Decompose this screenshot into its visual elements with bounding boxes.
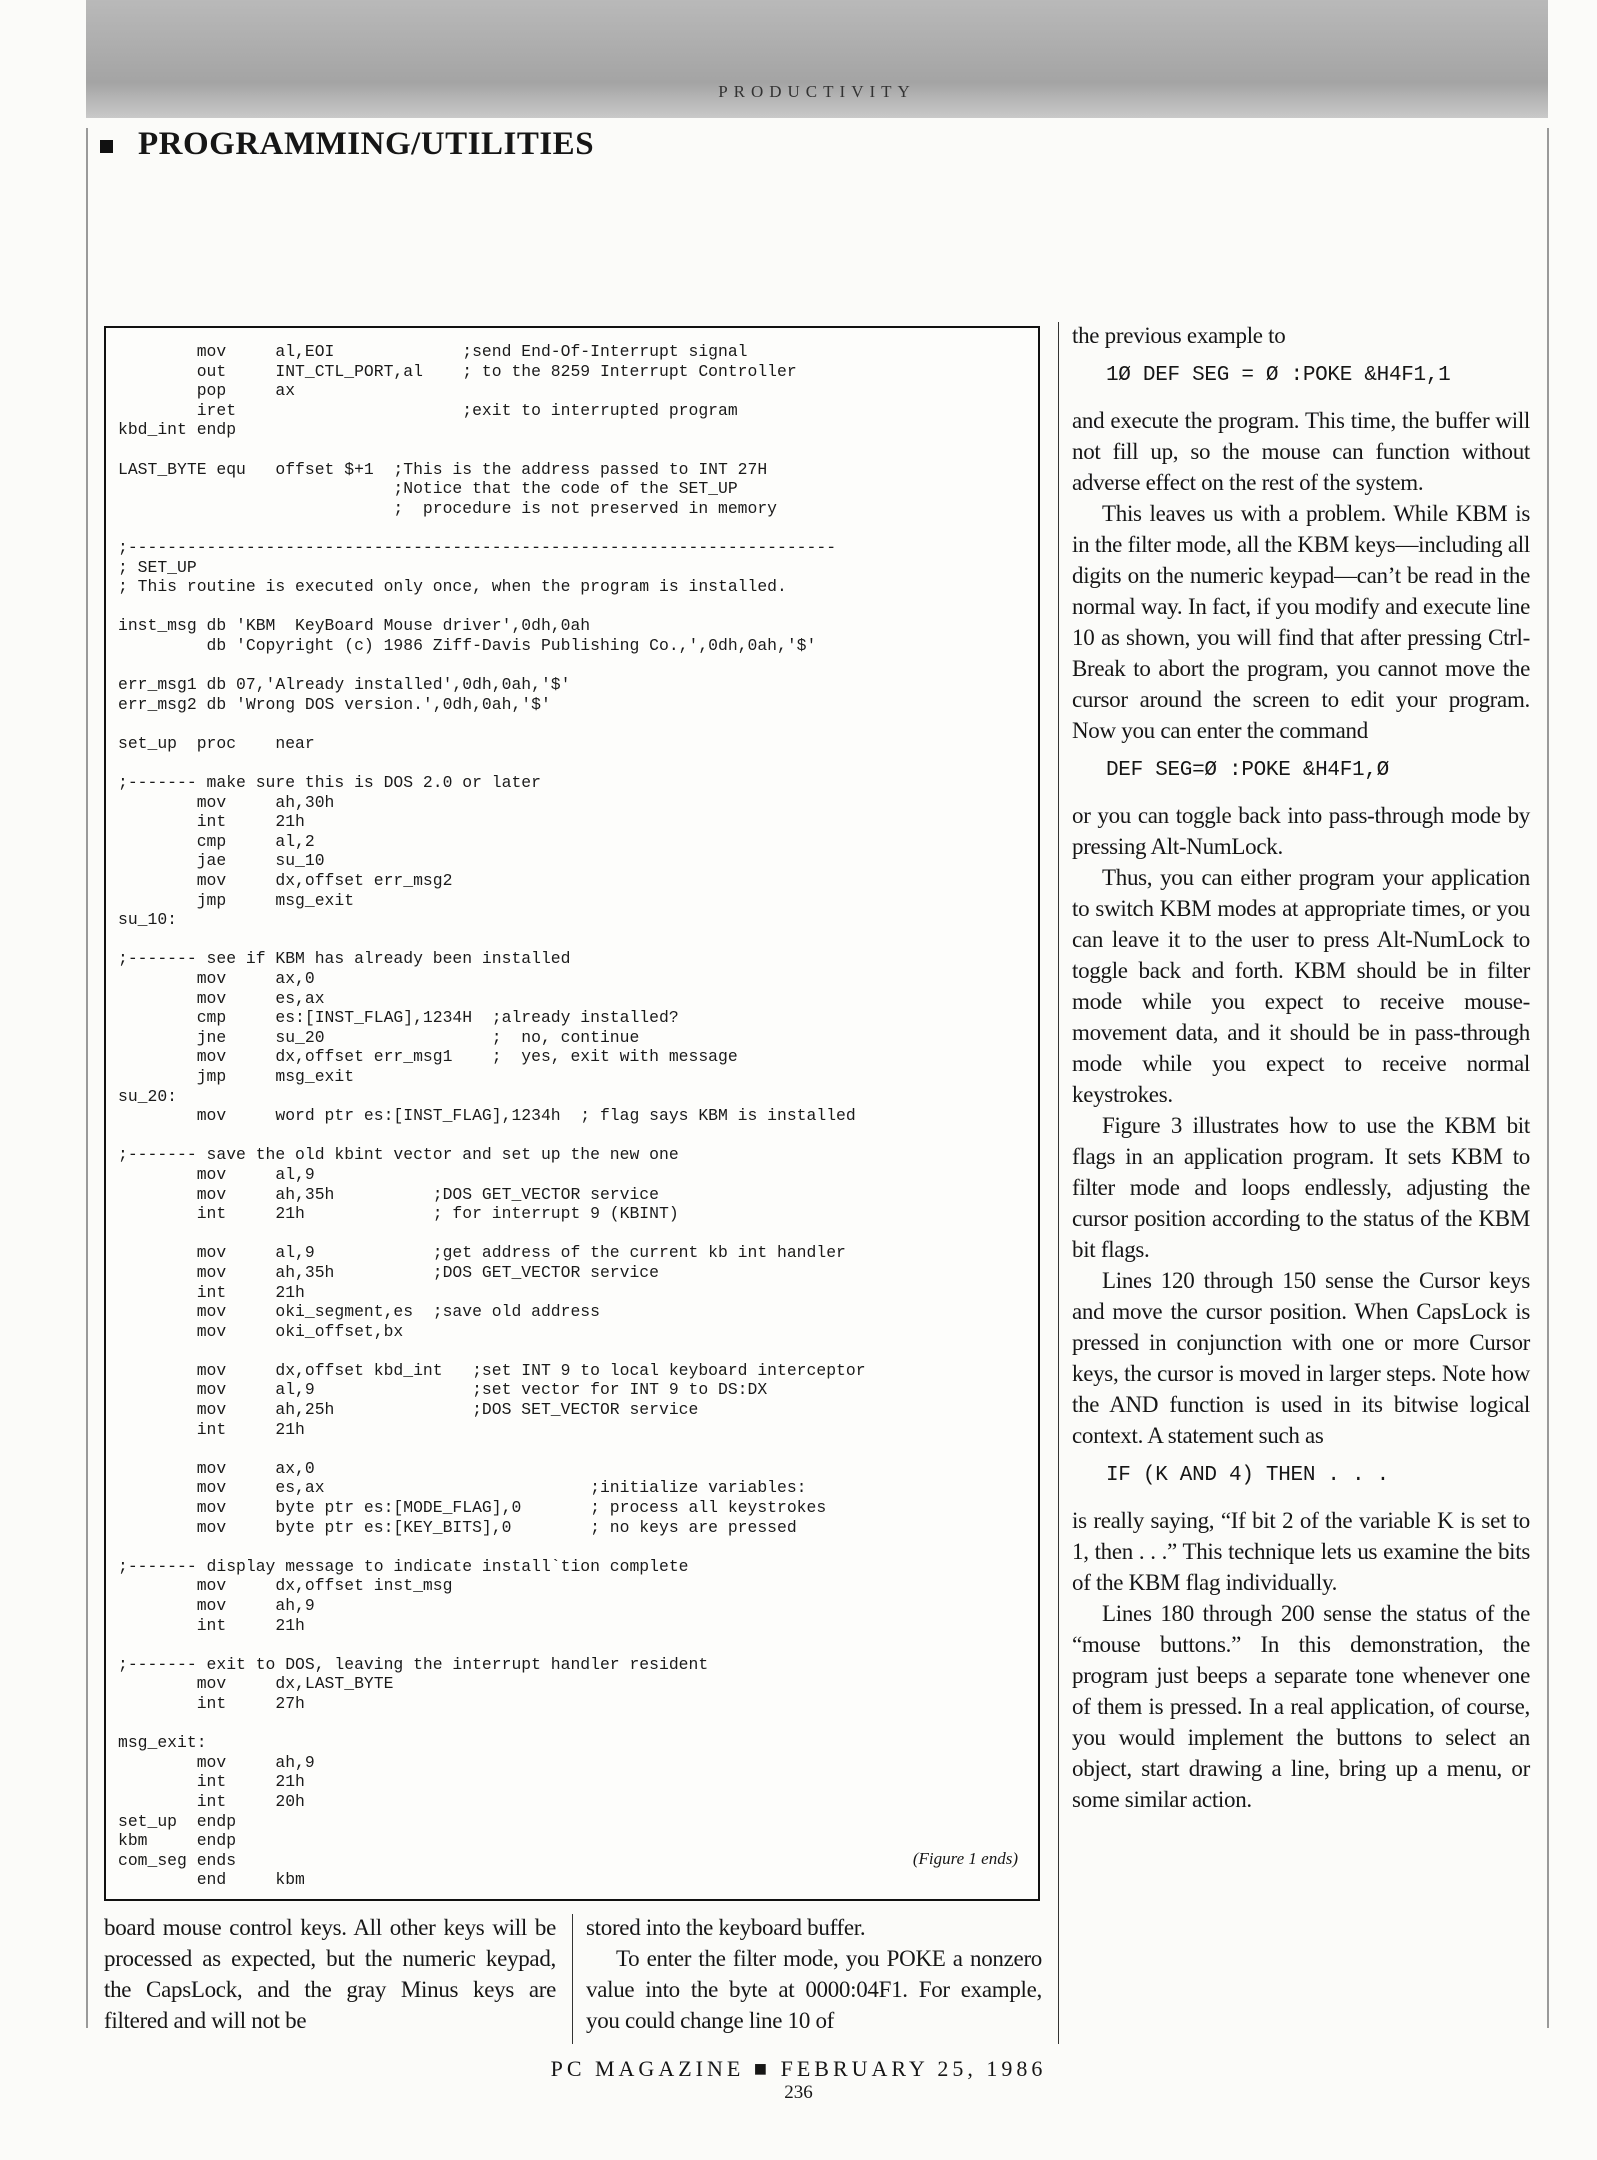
code-line: mov ah,30h — [118, 792, 335, 812]
basic-code-sample: 1Ø DEF SEG = Ø :POKE &H4F1,1 — [1106, 364, 1451, 387]
column-rule — [1058, 322, 1059, 2044]
code-line: ; procedure is not preserved in memory — [118, 498, 778, 518]
code-line — [118, 518, 1028, 538]
code-listing — [118, 342, 1028, 1890]
code-line: mov al,9 ;set vector for INT 9 to DS:DX — [118, 1380, 768, 1400]
code-line: int 21h — [118, 1282, 305, 1302]
code-line: int 21h — [118, 1615, 305, 1635]
code-line: mov ah,9 — [118, 1752, 315, 1772]
code-line: su_10: — [118, 910, 178, 930]
left-margin-rule — [86, 128, 88, 2028]
code-line: ;------- make sure this is DOS 2.0 or later — [118, 773, 541, 793]
code-line: su_20: — [118, 1086, 178, 1106]
code-line: cmp es:[INST_FLAG],1234H ;already installed? — [118, 1008, 679, 1028]
code-line: ;------- save the old kbint vector and set up the new one — [118, 1145, 679, 1165]
code-line — [118, 1126, 1028, 1146]
code-line: int 27h — [118, 1693, 305, 1713]
code-line: mov dx,LAST_BYTE — [118, 1674, 394, 1694]
code-line: ;Notice that the code of the SET_UP — [118, 479, 738, 499]
code-line: end kbm — [118, 1870, 305, 1890]
code-line — [118, 656, 1028, 676]
code-line: err_msg1 db 07,'Already installed',0dh,0ah,'$' — [118, 675, 571, 695]
code-line — [118, 440, 1028, 460]
code-line: int 21h — [118, 812, 305, 832]
paragraph: and execute the program. This time, the buffer will not fill up, so the mouse can function without adverse effect on the rest of the system. — [1072, 408, 1530, 495]
paragraph: board mouse control keys. All other keys will be processed as expected, but the numeric keypad, the CapsLock, and the gray Minus keys are filtered and will not be — [104, 1915, 556, 2033]
department-title: PROGRAMMING/UTILITIES — [138, 126, 595, 162]
code-line: mov ah,25h ;DOS SET_VECTOR service — [118, 1400, 699, 1420]
paragraph: stored into the keyboard buffer. — [586, 1915, 866, 1940]
section-label: PRODUCTIVITY — [718, 82, 916, 101]
code-line: mov word ptr es:[INST_FLAG],1234h ; flag says KBM is installed — [118, 1106, 856, 1126]
code-line — [118, 1714, 1028, 1734]
code-line: int 20h — [118, 1791, 305, 1811]
code-line: ; SET_UP — [118, 557, 197, 577]
code-line: set_up proc near — [118, 733, 315, 753]
paragraph: Figure 3 illustrates how to use the KBM bit flags in an application program. It sets KBM to filter mode and loops endlessly, adjusting the cursor position according to the status of the KBM bit flags. — [1072, 1113, 1530, 1262]
paragraph: or you can toggle back into pass-through mode by pressing Alt-NumLock. — [1072, 803, 1530, 859]
code-figure — [104, 326, 1040, 1901]
code-line: mov ax,0 — [118, 1458, 315, 1478]
code-line: out INT_CTL_PORT,al ; to the 8259 Interrupt Controller — [118, 361, 797, 381]
figure-caption: (Figure 1 ends) — [912, 1849, 1018, 1868]
right-column — [1072, 320, 1530, 1815]
code-line: mov ax,0 — [118, 969, 315, 988]
code-line: ;------- see if KBM has already been installed — [118, 949, 571, 969]
code-line — [118, 1224, 1028, 1244]
code-line: mov dx,offset inst_msg — [118, 1576, 453, 1596]
footer-magazine: PC MAGAZINE ■ FEBRUARY 25, 1986 — [550, 2056, 1047, 2081]
code-line — [118, 753, 1028, 773]
code-line: com_seg ends — [118, 1850, 237, 1870]
code-line: jmp msg_exit — [118, 890, 355, 910]
code-line — [118, 597, 1028, 617]
code-line: mov dx,offset err_msg2 — [118, 871, 453, 891]
code-line — [118, 1635, 1028, 1655]
paragraph: Thus, you can either program your application to switch KBM modes at appropriate times, or you can leave it to the user to press Alt-NumLock to toggle back and forth. KBM should be in filter mode while you expect to receive mouse-movement data, and it should be in pass-through mode while you expect to receive normal keystrokes. — [1072, 865, 1530, 1107]
code-line: jmp msg_exit — [118, 1066, 355, 1086]
code-line: mov dx,offset kbd_int ;set INT 9 to local keyboard interceptor — [118, 1360, 866, 1380]
paragraph: is really saying, “If bit 2 of the variable K is set to 1, then . . .” This technique lets us examine the bits of the KBM flag individually. — [1072, 1508, 1530, 1595]
code-line: set_up endp — [118, 1811, 237, 1831]
code-line: mov oki_segment,es ;save old address — [118, 1302, 600, 1322]
code-line: mov ah,35h ;DOS GET_VECTOR service — [118, 1184, 659, 1204]
code-line: inst_msg db 'KBM KeyBoard Mouse driver',0dh,0ah — [118, 616, 591, 636]
code-line — [118, 1439, 1028, 1459]
code-line — [118, 1537, 1028, 1557]
basic-code-sample: IF (K AND 4) THEN . . . — [1106, 1464, 1389, 1487]
code-line: ;------------------------------------------------------------------------ — [118, 537, 837, 557]
bottom-column-2 — [586, 1912, 1042, 2036]
code-line — [118, 1341, 1028, 1361]
code-line: mov al,9 ;get address of the current kb int handler — [118, 1243, 846, 1263]
code-line: ; This routine is executed only once, when the program is installed. — [118, 577, 787, 597]
code-line: iret ;exit to interrupted program — [118, 400, 738, 420]
code-line: mov byte ptr es:[KEY_BITS],0 ; no keys are pressed — [118, 1517, 797, 1537]
code-line: mov ah,35h ;DOS GET_VECTOR service — [118, 1262, 659, 1282]
code-line: mov es,ax — [118, 988, 325, 1008]
code-line — [118, 714, 1028, 734]
code-line: int 21h ; for interrupt 9 (KBINT) — [118, 1204, 679, 1224]
code-line: cmp al,2 — [118, 831, 315, 851]
paragraph: To enter the filter mode, you POKE a nonzero value into the byte at 0000:04F1. For example, you could change line 10 of — [586, 1946, 1042, 2033]
paragraph: the previous example to — [1072, 323, 1286, 348]
code-line: mov dx,offset err_msg1 ; yes, exit with message — [118, 1047, 738, 1067]
code-line: jae su_10 — [118, 851, 325, 871]
code-line: kbd_int endp — [118, 420, 237, 440]
code-line: ;------- exit to DOS, leaving the interrupt handler resident — [118, 1654, 709, 1674]
code-line: mov oki_offset,bx — [118, 1321, 404, 1341]
code-line: mov al,9 — [118, 1164, 315, 1184]
code-line: kbm endp — [118, 1831, 237, 1851]
code-line: mov es,ax ;initialize variables: — [118, 1478, 807, 1498]
bottom-column-1 — [104, 1912, 556, 2036]
code-line: ;------- display message to indicate install`tion complete — [118, 1556, 689, 1576]
page-number: 236 — [784, 2082, 813, 2103]
code-line: jne su_20 ; no, continue — [118, 1027, 640, 1047]
code-line: db 'Copyright (c) 1986 Ziff-Davis Publishing Co.,',0dh,0ah,'$' — [118, 635, 817, 655]
code-line: mov byte ptr es:[MODE_FLAG],0 ; process all keystrokes — [118, 1498, 827, 1518]
code-line: int 21h — [118, 1772, 305, 1792]
code-line: mov al,EOI ;send End-Of-Interrupt signal — [118, 342, 748, 361]
basic-code-sample: DEF SEG=Ø :POKE &H4F1,Ø — [1106, 759, 1389, 782]
paragraph: Lines 120 through 150 sense the Cursor keys and move the cursor position. When CapsLock is pressed in conjunction with one or more Cursor keys, the cursor is moved in larger steps. Note how the AND function is used in its bitwise logical context. A statement such as — [1072, 1268, 1530, 1448]
code-line — [118, 930, 1028, 950]
top-banner — [86, 0, 1548, 118]
code-line: LAST_BYTE equ offset $+1 ;This is the address passed to INT 27H — [118, 459, 768, 479]
code-line: int 21h — [118, 1419, 305, 1439]
code-line: msg_exit: — [118, 1733, 207, 1753]
bullet-square-icon — [100, 140, 113, 153]
column-rule — [572, 1914, 573, 2044]
code-line: pop ax — [118, 381, 296, 401]
code-line: mov ah,9 — [118, 1596, 315, 1615]
code-line: err_msg2 db 'Wrong DOS version.',0dh,0ah,'$' — [118, 694, 551, 714]
right-margin-rule — [1547, 128, 1549, 2028]
paragraph: Lines 180 through 200 sense the status of the “mouse buttons.” In this demonstration, the program just beeps a separate tone whenever one of them is pressed. In a real application, of course, you would implement the buttons to select an object, start drawing a line, bring up a menu, or some similar action. — [1072, 1601, 1530, 1812]
paragraph: This leaves us with a problem. While KBM is in the filter mode, all the KBM keys—including all digits on the numeric keypad—can’t be read in the normal way. In fact, if you modify and execute line 10 as shown, you will find that after pressing Ctrl-Break to abort the program, you cannot move the cursor around the screen to edit your program. Now you can enter the command — [1072, 501, 1530, 743]
